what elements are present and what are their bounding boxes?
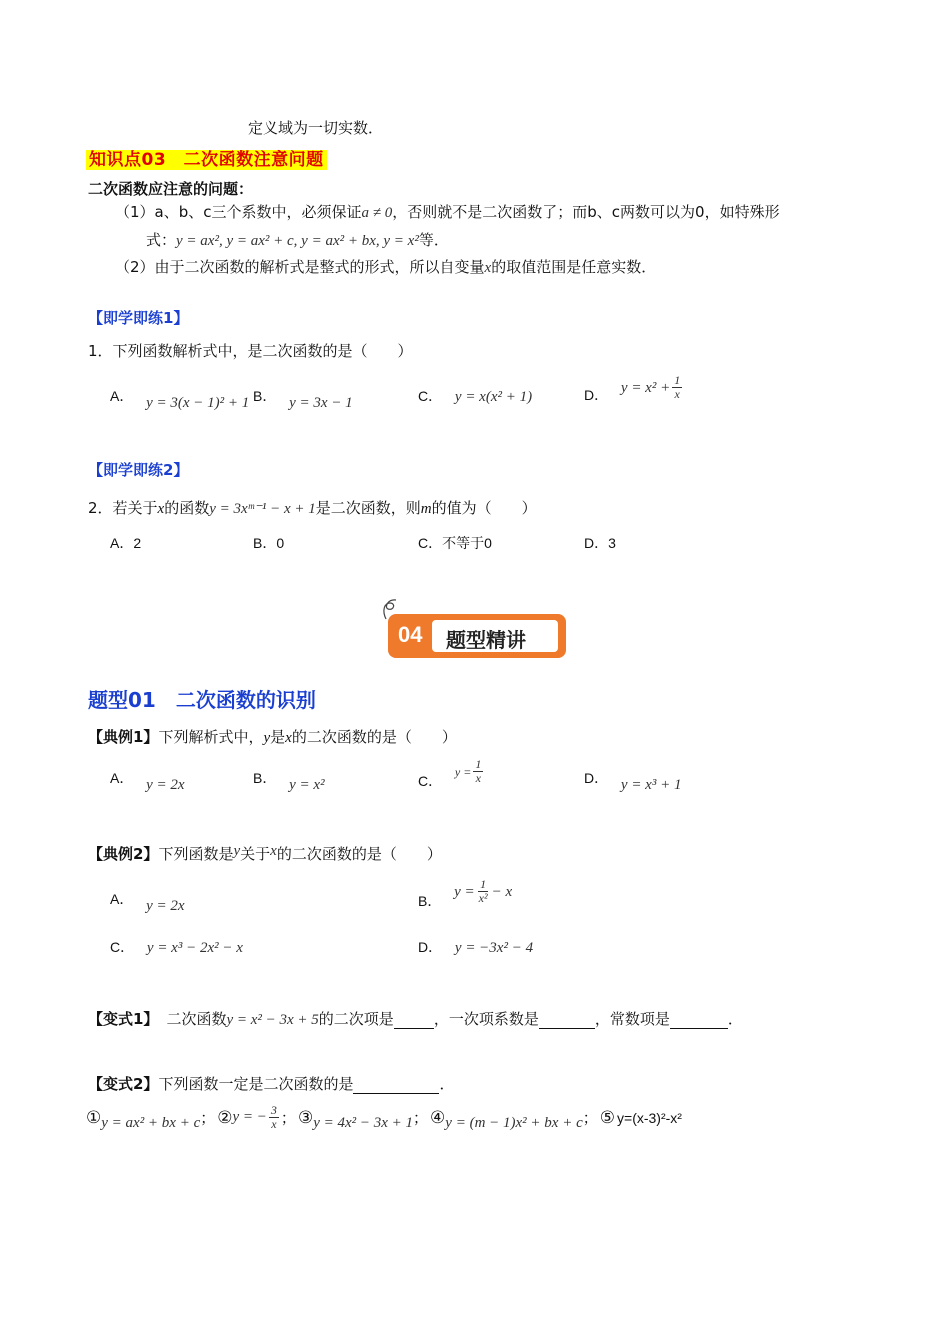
option-expr: y = [454,765,472,779]
option-expr: y = x(x² + 1) [454,389,533,405]
question-text: 2．若关于 [88,499,158,517]
item-separator: ； [582,1109,598,1127]
fraction-numerator: 3 [270,1103,277,1117]
option-value: 不等于0 [442,535,492,551]
variant-label: 【变式2】 [88,1075,159,1093]
question-text: 下列解析式中， [158,728,264,746]
practice-1-question: 1．下列函数解析式中，是二次函数的是（ ） [88,342,413,360]
option-value: 2 [133,535,142,551]
option-expr: y = 2x [146,777,185,793]
variant-2-items [86,1104,682,1131]
section-banner-title: 题型精讲 [446,628,526,652]
question-text: 的值为（ ） [431,499,537,517]
notes-title: 二次函数应注意的问题： [88,180,254,198]
practice-2-option-b[interactable] [253,533,284,553]
question-text: ，一次项系数是 [433,1010,539,1028]
variable-x: x [157,501,165,517]
question-text: 的函数 [164,499,210,517]
example-1-option-a[interactable] [110,768,185,793]
fraction-numerator: 1 [674,373,681,387]
fraction-denominator: x [674,387,680,401]
fraction-numerator: 1 [475,757,482,771]
option-letter: C． [418,388,443,404]
option-letter: D． [418,939,443,955]
fraction [269,1104,279,1131]
option-expr: y = x³ − 2x² − x [146,940,243,956]
example-label: 【典例2】 [88,845,159,863]
practice-1-label: 【即学即练1】 [88,309,189,327]
variant-2-question [88,1073,454,1094]
variable-x: x [285,730,292,746]
notes-item-2 [115,256,656,277]
example-1-question [88,726,457,747]
item-marker: ④ [430,1107,446,1128]
example-2-option-b[interactable] [418,877,513,909]
option-letter: C． [418,773,443,789]
variant-label: 【变式1】 [88,1010,159,1028]
notes-item-1-text-b: ，否则就不是二次函数了；而b、c两数可以为0，如特殊形 [392,203,780,221]
option-letter: B． [418,893,442,909]
item-expr: y=(x-3)²-x² [617,1109,682,1126]
example-1-option-c[interactable] [418,757,485,789]
fraction-denominator: x² [478,891,488,905]
special-forms-expr: y = ax², y = ax² + c, y = ax² + bx, y = x² [176,233,419,249]
example-2-question [88,843,442,864]
answer-blank-quadratic-term[interactable] [394,1028,434,1029]
question-text: 的二次函数的是（ ） [276,845,442,863]
example-2-option-c[interactable] [110,937,243,957]
option-letter: C． [418,535,443,551]
variant-1-question [88,1008,743,1029]
item-separator: ； [413,1109,429,1127]
intro-line: 定义域为一切实数． [248,119,384,137]
answer-blank[interactable] [353,1093,439,1094]
notes-item-1-text-a: （1）a、b、c三个系数中，必须保证 [115,203,362,221]
option-letter: B． [253,535,277,551]
question-text: 的二次函数的是（ ） [291,728,457,746]
question-text: 二次函数 [166,1010,227,1028]
fraction-denominator: x [475,771,481,785]
item-expr: y = (m − 1)x² + bx + c [445,1115,583,1131]
item-expr: y = − [232,1109,267,1125]
question-text: 是二次函数，则 [315,499,421,517]
function-expr: y = x² − 3x + 5 [226,1012,319,1028]
item-marker: ⑤ [599,1107,616,1128]
notes-item-2-text-a: （2）由于二次函数的解析式是整式的形式，所以自变量 [115,258,485,276]
practice-2-option-d[interactable] [584,533,616,553]
item-separator: ； [200,1109,216,1127]
question-text: ，常数项是 [594,1010,670,1028]
option-letter: D． [584,770,609,786]
notes-item-1-text-d: 等． [418,231,449,249]
option-value: 0 [276,535,285,551]
practice-2-question [88,497,537,518]
question-text: 下列函数是 [158,845,234,863]
fraction-numerator: 1 [480,877,487,891]
variable-x: x [270,843,277,859]
practice-1-option-c[interactable] [418,386,532,406]
fraction [672,374,682,401]
example-label: 【典例1】 [88,728,159,746]
variable-m: m [420,501,432,517]
notes-item-1-text-c: 式： [146,231,177,249]
answer-blank-constant-term[interactable] [670,1028,728,1029]
option-expr: y = −3x² − 4 [454,940,534,956]
example-2-option-d[interactable] [418,937,533,957]
option-expr: y = x³ + 1 [620,777,682,793]
option-value: 3 [608,535,616,551]
question-text: 关于 [240,845,271,863]
option-letter: C． [110,939,135,955]
practice-1-option-d[interactable] [584,374,684,401]
item-marker: ② [217,1107,233,1128]
section-banner-number: 04 [398,622,423,647]
knowledge-point-title: 知识点03 二次函数注意问题 [86,150,327,170]
notes-item-1-forms [146,229,449,250]
option-expr: y = x² [289,777,325,793]
option-expr: y = [454,884,475,900]
fraction [473,758,483,785]
practice-2-option-a[interactable] [110,533,141,553]
option-letter: B． [253,770,277,786]
fraction [477,878,490,905]
notes-item-1 [115,201,780,222]
question-text: 的二次项是 [318,1010,394,1028]
variable-y: y [233,843,241,859]
item-separator: ； [280,1109,296,1127]
practice-1-option-b[interactable] [253,386,353,411]
question-text: 下列函数一定是二次函数的是 [158,1075,354,1093]
question-text: ． [727,1010,743,1028]
item-marker: ① [86,1107,102,1128]
practice-2-label: 【即学即练2】 [88,461,189,479]
example-2-option-a[interactable] [110,889,185,914]
fraction-denominator: x [271,1117,277,1131]
option-letter: A． [110,388,134,404]
option-expr: y = 3(x − 1)² + 1 [146,395,250,411]
question-text: ． [439,1075,455,1093]
option-letter: D． [584,387,609,403]
practice-1-option-a[interactable] [110,386,250,411]
option-letter: D． [584,535,609,551]
answer-blank-linear-coefficient[interactable] [539,1028,595,1029]
variable-y: y [263,730,271,746]
option-expr-suffix: − x [491,884,513,900]
variable-x: x [484,260,492,276]
option-letter: B． [253,388,277,404]
example-1-option-d[interactable] [584,768,682,793]
option-letter: A． [110,535,134,551]
item-marker: ③ [297,1107,314,1128]
option-letter: A． [110,770,134,786]
item-expr: y = 4x² − 3x + 1 [313,1115,414,1131]
knowledge-point-03-title [86,145,327,170]
nonzero-condition: a ≠ 0 [361,205,393,221]
option-expr: y = 3x − 1 [289,395,353,411]
example-1-option-b[interactable] [253,768,325,793]
notes-item-2-text-b: 的取值范围是任意实数． [491,258,657,276]
type-01-heading: 题型01 二次函数的识别 [88,688,316,712]
practice-2-option-c[interactable] [418,533,492,553]
option-expr: y = x² + [620,380,671,396]
question-text: 是 [270,728,286,746]
option-expr: y = 2x [146,898,185,914]
function-expr: y = 3xᵐ⁻¹ − x + 1 [209,501,316,517]
option-letter: A． [110,891,134,907]
item-expr: y = ax² + bx + c [101,1115,201,1131]
